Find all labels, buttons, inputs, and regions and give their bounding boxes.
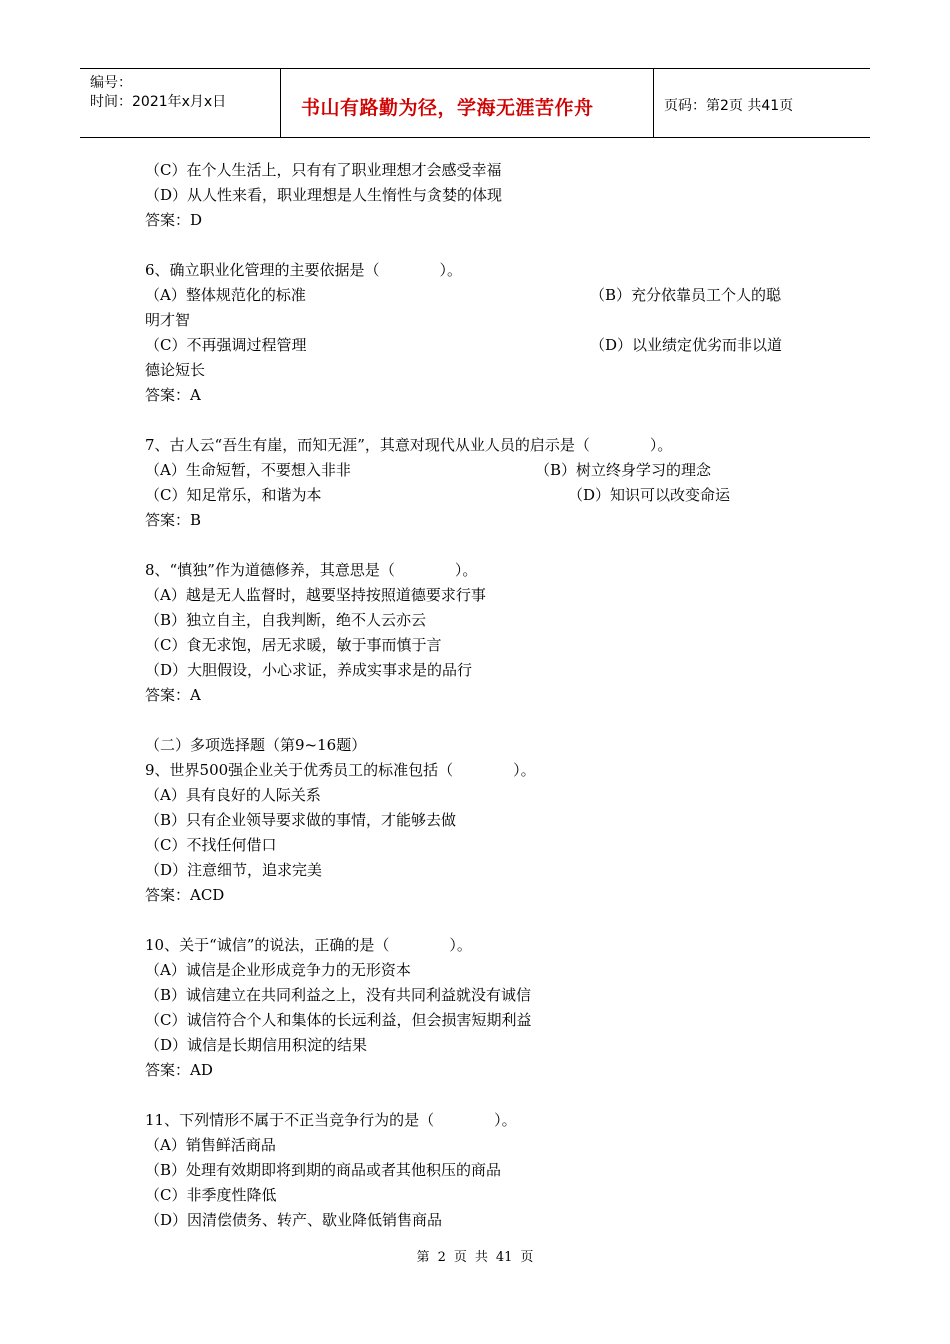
question-8: 8、“慎独”作为道德修养，其意思是（ ）。 xyxy=(145,561,478,579)
number-label: 编号： xyxy=(90,75,132,91)
page-indicator: 页码：第2页 共41页 xyxy=(664,98,794,114)
section-heading: （二）多项选择题（第9~16题） xyxy=(145,736,367,754)
option-line: （A）越是无人监督时，越要坚持按照道德要求行事 xyxy=(145,586,486,604)
page-footer xyxy=(0,1246,950,1265)
document-body xyxy=(145,158,825,1233)
date-label: 时间：2021年x月x日 xyxy=(90,94,227,110)
footer-page-number: 2 xyxy=(437,1250,446,1265)
footer-word: 第 xyxy=(416,1250,430,1265)
option-line: （C）不找任何借口 xyxy=(145,836,277,854)
option-d: （D）知识可以改变命运 xyxy=(568,486,731,504)
option-row xyxy=(145,483,825,508)
answer-line: 答案：D xyxy=(145,211,203,229)
option-line: （A）销售鲜活商品 xyxy=(145,1136,276,1154)
answer-line: 答案：AD xyxy=(145,1061,213,1079)
option-line: （B）处理有效期即将到期的商品或者其他积压的商品 xyxy=(145,1161,502,1179)
option-line: （A）具有良好的人际关系 xyxy=(145,786,321,804)
option-b: （B）充分依靠员工个人的聪 xyxy=(590,286,782,304)
answer-line: 答案：A xyxy=(145,386,201,404)
option-c: （C）知足常乐，和谐为本 xyxy=(145,486,322,504)
answer-line: 答案：ACD xyxy=(145,886,225,904)
option-line: （C）食无求饱，居无求暖，敏于事而慎于言 xyxy=(145,636,442,654)
footer-word: 共 xyxy=(474,1250,488,1265)
option-line: （D）诚信是长期信用积淀的结果 xyxy=(145,1036,368,1054)
option-line: （B）诚信建立在共同利益之上，没有共同利益就没有诚信 xyxy=(145,986,532,1004)
option-c: （C）不再强调过程管理 xyxy=(145,336,307,354)
option-line: （C）在个人生活上，只有有了职业理想才会感受幸福 xyxy=(145,161,502,179)
option-line: （D）注意细节，追求完美 xyxy=(145,861,323,879)
question-9: 9、世界500强企业关于优秀员工的标准包括（ ）。 xyxy=(145,761,536,779)
option-line: （D）从人性来看，职业理想是人生惰性与贪婪的体现 xyxy=(145,186,503,204)
option-line: （B）只有企业领导要求做的事情，才能够去做 xyxy=(145,811,457,829)
option-continuation: 德论短长 xyxy=(145,361,206,379)
option-line: （C）诚信符合个人和集体的长远利益，但会损害短期利益 xyxy=(145,1011,532,1029)
option-a: （A）生命短暂，不要想入非非 xyxy=(145,461,351,479)
header-motto-cell xyxy=(281,69,654,137)
motto: 书山有路勤为径，学海无涯苦作舟 xyxy=(301,97,594,119)
page-header xyxy=(80,68,870,138)
option-d: （D）以业绩定优劣而非以道 xyxy=(590,336,783,354)
option-row xyxy=(145,283,825,308)
option-line: （A）诚信是企业形成竞争力的无形资本 xyxy=(145,961,411,979)
option-b: （B）树立终身学习的理念 xyxy=(535,461,712,479)
answer-line: 答案：B xyxy=(145,511,202,529)
answer-line: 答案：A xyxy=(145,686,201,704)
option-continuation: 明才智 xyxy=(145,311,191,329)
header-info-cell xyxy=(80,69,281,137)
option-row xyxy=(145,458,825,483)
footer-total-pages: 41 xyxy=(495,1250,513,1265)
header-page-cell xyxy=(654,69,870,137)
option-row xyxy=(145,333,825,358)
question-11: 11、下列情形不属于不正当竞争行为的是（ ）。 xyxy=(145,1111,517,1129)
option-a: （A）整体规范化的标准 xyxy=(145,286,306,304)
option-line: （D）因清偿债务、转产、歇业降低销售商品 xyxy=(145,1211,443,1229)
question-10: 10、关于“诚信”的说法，正确的是（ ）。 xyxy=(145,936,472,954)
question-6: 6、确立职业化管理的主要依据是（ ）。 xyxy=(145,261,463,279)
option-line: （C）非季度性降低 xyxy=(145,1186,277,1204)
option-line: （D）大胆假设，小心求证，养成实事求是的品行 xyxy=(145,661,473,679)
question-7: 7、古人云“吾生有崖，而知无涯”，其意对现代从业人员的启示是（ ）。 xyxy=(145,436,673,454)
footer-word: 页 xyxy=(453,1250,467,1265)
footer-word: 页 xyxy=(520,1250,534,1265)
option-line: （B）独立自主，自我判断，绝不人云亦云 xyxy=(145,611,427,629)
